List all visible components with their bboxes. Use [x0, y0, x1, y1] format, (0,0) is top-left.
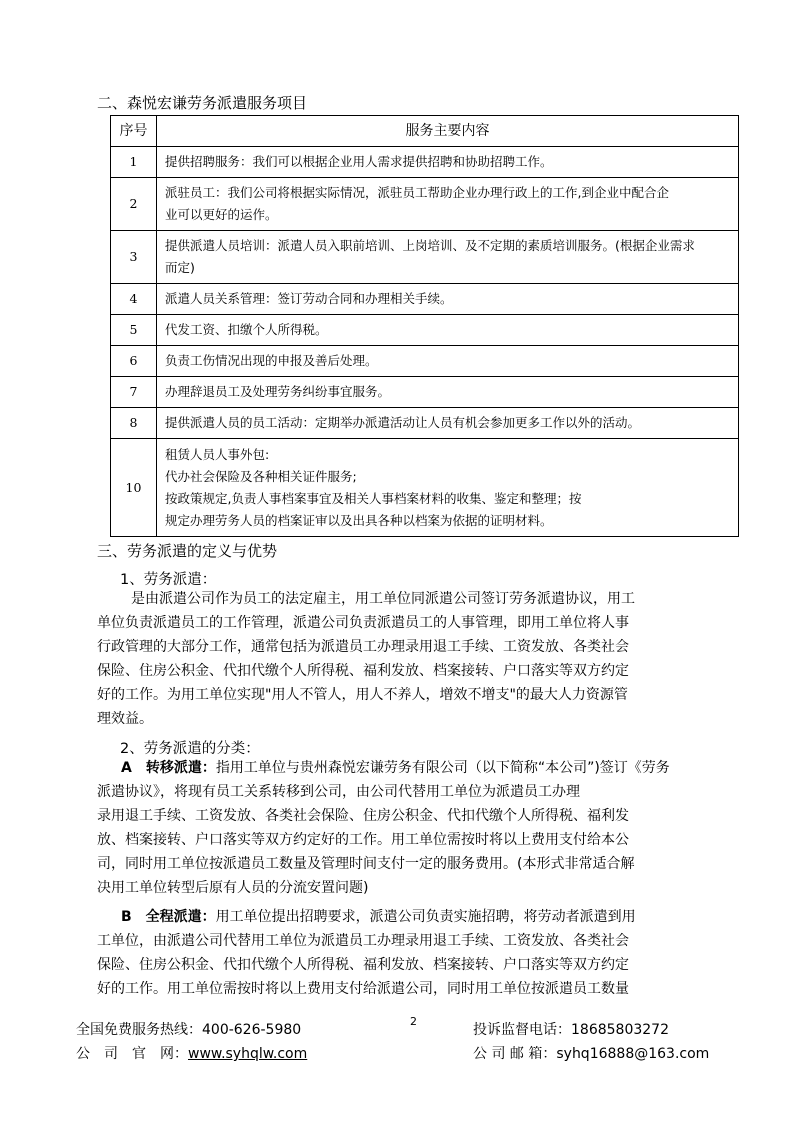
- row-content-line: 提供派遣人员的员工活动：定期举办派遣活动让人员有机会参加更多工作以外的活动。: [165, 415, 641, 430]
- complaint-number: 18685803272: [571, 1022, 669, 1038]
- row-content: [157, 284, 739, 315]
- table-row: [111, 439, 739, 537]
- footer-complaint: [473, 1019, 669, 1039]
- paragraph-line: 好的工作。为用工单位实现"用人不管人，用人不养人，增效不增支"的最大人力资源管: [97, 687, 628, 703]
- complaint-label: 投诉监督电话：: [473, 1022, 571, 1038]
- paragraph-line: 工单位，由派遣公司代替用工单位为派遣员工办理录用退工手续、工资发放、各类社会: [97, 933, 629, 949]
- paragraph-line: 单位负责派遣员工的工作管理，派遣公司负责派遣员工的人事管理，即用工单位将人事: [97, 615, 629, 631]
- table-row: [111, 377, 739, 408]
- transfer-dispatch-paragraph: [97, 756, 737, 900]
- paragraph-line: 司，同时用工单位按派遣员工数量及管理时间支付一定的服务费用。(本形式非常适合解: [97, 856, 635, 872]
- paragraph-line: 录用退工手续、工资发放、各类社会保险、住房公积金、代扣代缴个人所得税、福利发: [97, 808, 629, 824]
- website-label: 公 司 官 网：: [76, 1046, 188, 1062]
- service-table: [110, 115, 739, 537]
- transfer-dispatch-label: A 转移派遣：: [121, 760, 216, 776]
- row-content-line: 业可以更好的运作。: [165, 207, 278, 222]
- page-number: 2: [410, 1015, 417, 1028]
- table-header-row: [111, 116, 739, 147]
- footer-website: [76, 1043, 307, 1063]
- row-content-line: 负责工伤情况出现的申报及善后处理。: [165, 353, 378, 368]
- row-number: 4: [111, 284, 157, 315]
- row-content-line: 派遣人员关系管理：签订劳动合同和办理相关手续。: [165, 291, 453, 306]
- email-label: 公 司 邮 箱：: [473, 1046, 557, 1062]
- transfer-dispatch-first-line: 指用工单位与贵州森悦宏谦劳务有限公司（以下简称“本公司”)签订《劳务: [215, 760, 670, 776]
- footer-hotline: [76, 1019, 301, 1039]
- footer-email: [473, 1043, 709, 1063]
- row-content-line: 派驻员工：我们公司将根据实际情况，派驻员工帮助企业办理行政上的工作,到企业中配合企: [165, 185, 669, 200]
- header-content: 服务主要内容: [157, 116, 739, 147]
- subsection-1-title: 1、劳务派遣：: [120, 572, 217, 588]
- table-row: [111, 408, 739, 439]
- row-content-line: 提供招聘服务：我们可以根据企业用人需求提供招聘和协助招聘工作。: [165, 154, 553, 169]
- row-number: 8: [111, 408, 157, 439]
- row-content: [157, 231, 739, 284]
- row-content-line: 提供派遣人员培训：派遣人员入职前培训、上岗培训、及不定期的素质培训服务。(根据企业需求: [165, 238, 695, 253]
- section-2-title: 二、森悦宏谦劳务派遣服务项目: [97, 94, 308, 112]
- row-number: 6: [111, 346, 157, 377]
- row-content: [157, 315, 739, 346]
- paragraph-line: 理效益。: [97, 711, 153, 727]
- row-content-line: 而定): [165, 260, 195, 275]
- section-3-title: 三、劳务派遣的定义与优势: [97, 542, 278, 560]
- row-content-line: 办理辞退员工及处理劳务纠纷事宜服务。: [165, 384, 391, 399]
- row-number: 1: [111, 147, 157, 178]
- email-link[interactable]: syhq16888@163.com: [556, 1046, 710, 1062]
- paragraph-line: 保险、住房公积金、代扣代缴个人所得税、福利发放、档案接转、户口落实等双方约定: [97, 957, 629, 973]
- row-content: [157, 346, 739, 377]
- paragraph-line: 决用工单位转型后原有人员的分流安置问题): [97, 880, 369, 896]
- full-dispatch-paragraph: [97, 905, 737, 1001]
- paragraph-line: 好的工作。用工单位需按时将以上费用支付给派遣公司，同时用工单位按派遣员工数量: [97, 981, 629, 997]
- row-content-line: 代发工资、扣缴个人所得税。: [165, 322, 328, 337]
- row-number: 5: [111, 315, 157, 346]
- row-content: [157, 178, 739, 231]
- row-content: [157, 147, 739, 178]
- row-number: 3: [111, 231, 157, 284]
- row-content-line: 租赁人员人事外包:: [165, 446, 270, 462]
- header-number: 序号: [111, 116, 157, 147]
- hotline-label: 全国免费服务热线：: [76, 1022, 202, 1038]
- table-row: [111, 346, 739, 377]
- full-dispatch-first-line: 用工单位提出招聘要求，派遣公司负责实施招聘，将劳动者派遣到用: [215, 909, 636, 925]
- row-number: 7: [111, 377, 157, 408]
- paragraph-line: 是由派遣公司作为员工的法定雇主，用工单位同派遣公司签订劳务派遣协议，用工: [131, 591, 635, 607]
- full-dispatch-label: B 全程派遣：: [121, 909, 216, 925]
- row-content-line: 代办社会保险及各种相关证件服务;: [165, 468, 357, 484]
- row-number: 2: [111, 178, 157, 231]
- paragraph-line: 派遣协议》，将现有员工关系转移到公司，由公司代替用工单位为派遣员工办理: [97, 784, 580, 800]
- table-row: [111, 147, 739, 178]
- website-link[interactable]: www.syhqlw.com: [188, 1046, 308, 1062]
- row-content: [157, 408, 739, 439]
- definition-paragraph: [97, 587, 737, 731]
- table-row: [111, 231, 739, 284]
- row-content-line: 按政策规定,负责人事档案事宜及相关人事档案材料的收集、鉴定和整理；按: [165, 490, 582, 506]
- table-row: [111, 315, 739, 346]
- row-content: [157, 377, 739, 408]
- row-content: [157, 439, 739, 537]
- row-number: 10: [111, 439, 157, 537]
- row-content-line: 规定办理劳务人员的档案证审以及出具各种以档案为依据的证明材料。: [165, 512, 553, 528]
- table-row: [111, 284, 739, 315]
- subsection-2-title: 2、劳务派遣的分类：: [120, 741, 260, 757]
- paragraph-line: 保险、住房公积金、代扣代缴个人所得税、福利发放、档案接转、户口落实等双方约定: [97, 663, 629, 679]
- paragraph-line: 行政管理的大部分工作，通常包括为派遣员工办理录用退工手续、工资发放、各类社会: [97, 639, 629, 655]
- paragraph-line: 放、档案接转、户口落实等双方约定好的工作。用工单位需按时将以上费用支付给本公: [97, 832, 629, 848]
- hotline-number: 400-626-5980: [202, 1022, 302, 1038]
- table-row: [111, 178, 739, 231]
